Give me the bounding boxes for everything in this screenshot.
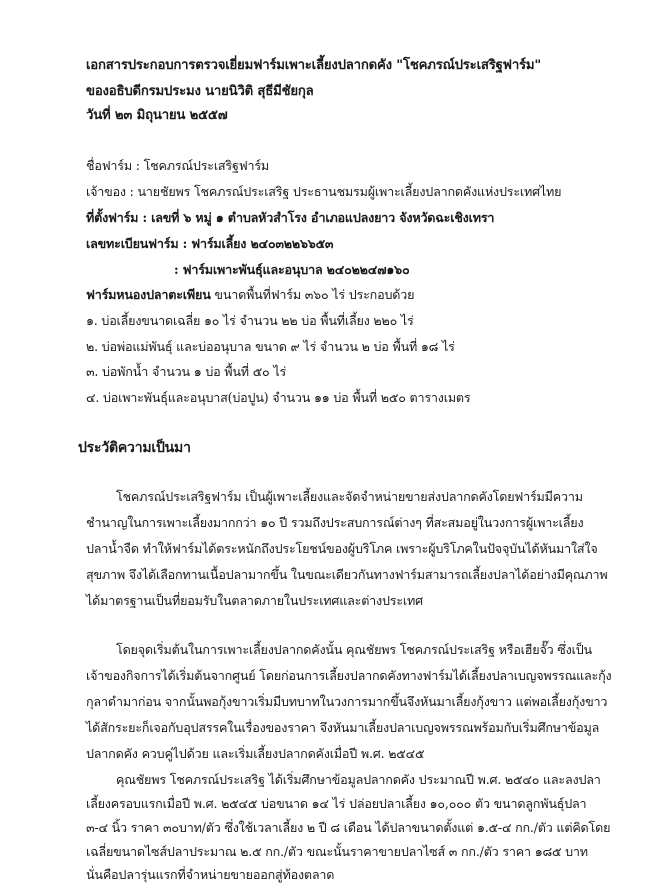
paragraph-line: เฉลี่ยขนาดไซส์ปลาประมาณ ๒.๕ กก./ตัว ขณะนั้นราคาขายปลาไซส์ ๓ กก./ตัว ราคา ๑๘๕ บาท	[86, 844, 588, 859]
farm-registration-raising: เลขทะเบียนฟาร์ม : ฟาร์มเลี้ยง ๒๔๐๓๒๒๖๖๕๓	[86, 236, 334, 251]
pond-item: ๒. บ่อพ่อแม่พันธุ์ และบ่ออนุบาล ขนาด ๙ ไร่ จำนวน ๒ บ่อ พื้นที่ ๑๘ ไร่	[86, 339, 455, 354]
doc-recipient: ของอธิบดีกรมประมง นายนิวิติ สุธีมีชัยกุล	[86, 84, 314, 99]
paragraph-line: ๓-๔ นิ้ว ราคา ๓๐บาท/ตัว ซึ่งใช้เวลาเลี้ยง ๒ ปี ๘ เดือน ได้ปลาขนาดตั้งแต่ ๑.๕-๔ กก./ตัว แต่คิดโดย	[86, 820, 611, 835]
paragraph-line: ชำนาญในการเพาะเลี้ยงมากกว่า ๑๐ ปี รวมถึงประสบการณ์ต่างๆ ที่สะสมอยู่ในวงการผู้เพาะเลี้ยง	[86, 515, 584, 530]
paragraph-line: ได้สักระยะก็เจอกับอุปสรรคในเรื่องของราคา จึงหันมาเลี้ยงปลาเบญจพรรณพร้อมกับเริ่มศึกษาข้อมูล	[86, 720, 600, 735]
paragraph-line: โชคภรณ์ประเสริฐฟาร์ม เป็นผู้เพาะเลี้ยงและจัดจำหน่ายขายส่งปลากดคังโดยฟาร์มมีความ	[116, 489, 583, 504]
farm-name: ชื่อฟาร์ม : โชคภรณ์ประเสริฐฟาร์ม	[86, 158, 269, 173]
farm-location: ที่ตั้งฟาร์ม : เลขที่ ๖ หมู่ ๑ ตำบลหัวสำโรง อำเภอแปลงยาว จังหวัดฉะเชิงเทรา	[86, 210, 495, 225]
paragraph-line: ได้มาตรฐานเป็นที่ยอมรับในตลาดภายในประเทศและต่างประเทศ	[86, 593, 423, 608]
section-title-history: ประวัติความเป็นมา	[78, 440, 191, 456]
doc-title: เอกสารประกอบการตรวจเยี่ยมฟาร์มเพาะเลี้ยงปลากดคัง "โชคภรณ์ประเสริฐฟาร์ม"	[86, 58, 542, 73]
paragraph-line: สุขภาพ จึงได้เลือกทานเนื้อปลามากขึ้น ในขณะเดียวกันทางฟาร์มสามารถเลี้ยงปลาได้อย่างมีคุณภาพ	[86, 567, 608, 582]
paragraph-line: นั่นคือปลารุ่นแรกที่จำหน่ายขายออกสู่ท้องตลาด	[86, 867, 335, 882]
pond-item: ๓. บ่อพักน้ำ จำนวน ๑ บ่อ พื้นที่ ๕๐ ไร่	[86, 364, 287, 379]
farm-area-label: ฟาร์มหนองปลาตะเพียน	[86, 287, 211, 302]
farm-owner: เจ้าของ : นายชัยพร โชคภรณ์ประเสริฐ ประธานชมรมผู้เพาะเลี้ยงปลากดคังแห่งประเทศไทย	[86, 184, 562, 199]
doc-date: วันที่ ๒๓ มิถุนายน ๒๕๕๗	[86, 108, 228, 123]
paragraph-line: กุลาดำมาก่อน จากนั้นพอกุ้งขาวเริ่มมีบทบาทในวงการมากขึ้นจึงหันมาเลี้ยงกุ้งขาว แต่พอเลี้ยงกุ้งขาว	[86, 694, 608, 709]
paragraph-line: ปลาน้ำจืด ทำให้ฟาร์มได้ตระหนักถึงประโยชน์ของผู้บริโภค เพราะผู้บริโภคในปัจจุบันได้หันมาใส่ใจ	[86, 541, 598, 556]
paragraph-line: คุณชัยพร โชคภรณ์ประเสริฐ ได้เริ่มศึกษาข้อมูลปลากดคัง ประมาณปี พ.ศ. ๒๕๔๐ และลงปลา	[116, 772, 601, 787]
pond-item: ๑. บ่อเลี้ยงขนาดเฉลี่ย ๑๐ ไร่ จำนวน ๒๒ บ่อ พื้นที่เลี้ยง ๒๒๐ ไร่	[86, 313, 414, 328]
farm-area-value: ขนาดพื้นที่ฟาร์ม ๓๖๐ ไร่ ประกอบด้วย	[210, 287, 415, 302]
paragraph-line: เจ้าของกิจการได้เริ่มต้นจากศูนย์ โดยก่อนการเลี้ยงปลากดคังทางฟาร์มได้เลี้ยงปลาเบญจพรรณและกุ้ง	[86, 668, 612, 683]
farm-area-summary	[86, 287, 414, 303]
farm-registration-breeding: : ฟาร์มเพาะพันธุ์และอนุบาล ๒๔๐๒๒๔๗๑๖๐	[174, 262, 410, 277]
paragraph-line: ปลากดคัง ควบคู่ไปด้วย และเริ่มเลี้ยงปลากดคังเมื่อปี พ.ศ. ๒๕๔๕	[86, 746, 425, 761]
pond-item: ๔. บ่อเพาะพันธุ์และอนุบาส(บ่อปูน) จำนวน ๑๑ บ่อ พื้นที่ ๒๕๐ ตารางเมตร	[86, 390, 471, 405]
paragraph-line: โดยจุดเริ่มต้นในการเพาะเลี้ยงปลากดคังนั้น คุณชัยพร โชคภรณ์ประเสริฐ หรือเฮียจั๊ว ซึ่งเป็น	[116, 642, 592, 657]
paragraph-line: เลี้ยงครอบแรกเมื่อปี พ.ศ. ๒๕๔๕ บ่อขนาด ๑๔ ไร่ ปล่อยปลาเลี้ยง ๑๐,๐๐๐ ตัว ขนาดลูกพันธุ์ปลา	[86, 796, 587, 811]
